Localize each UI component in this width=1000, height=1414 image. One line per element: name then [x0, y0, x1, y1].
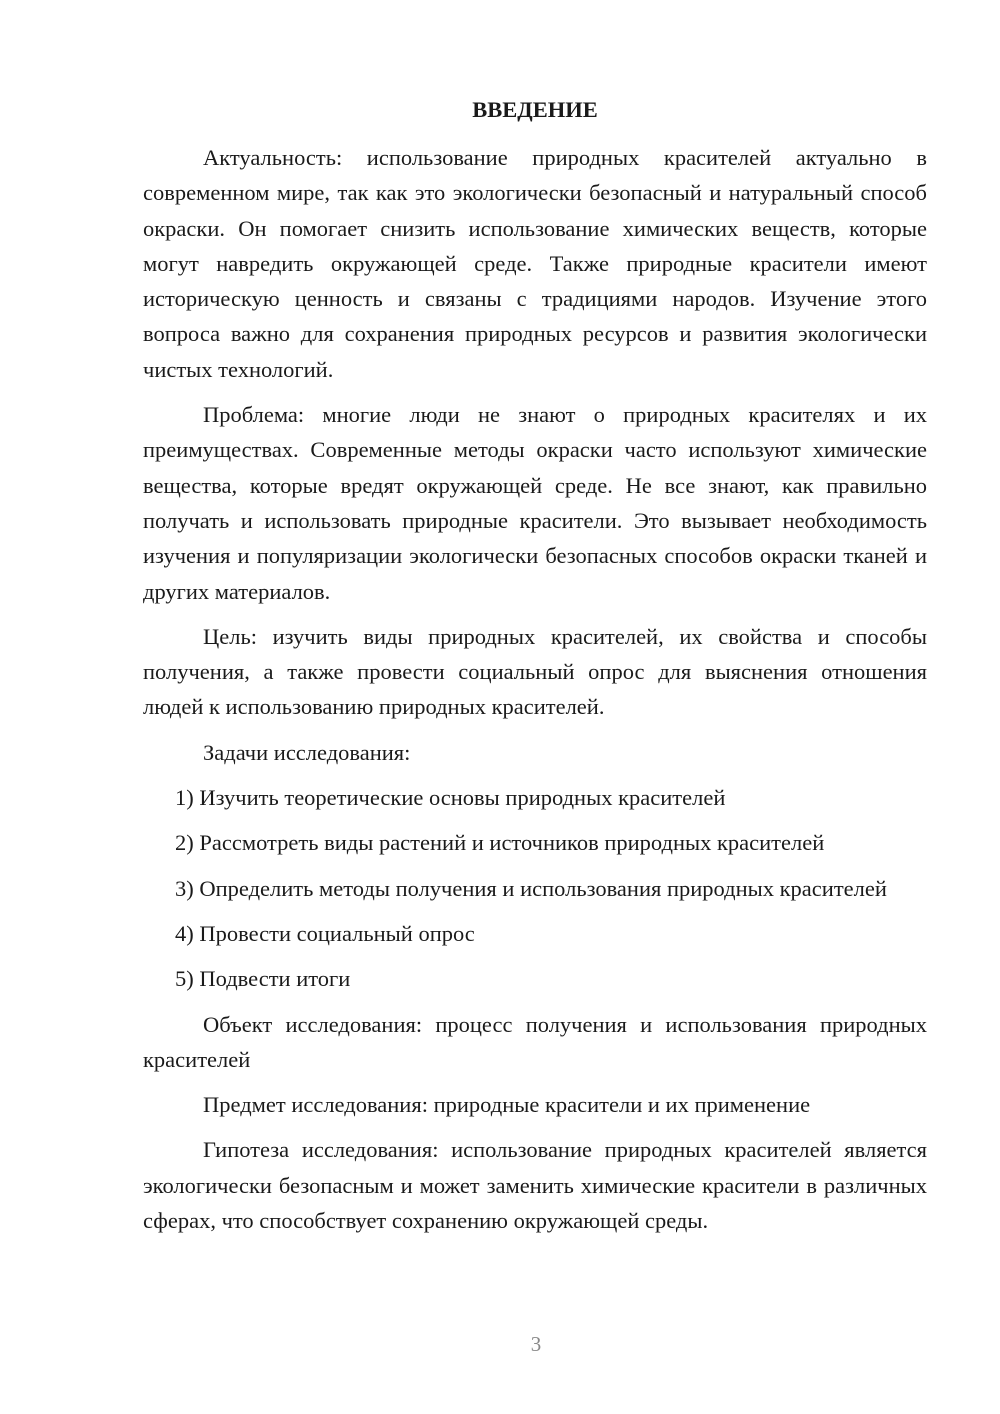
task-item-4: 4) Провести социальный опрос	[175, 920, 475, 946]
task-item-2: 2) Рассмотреть виды растений и источников природных красителей	[175, 830, 825, 856]
relevance-paragraph: Актуальность: использование природных красителей актуально в современном мире, так как это экологически безопасный и натуральный способ окраски. Он помогает снизить использование химических веществ, которые могут навредить окружающей среде. Также природные красители имеют историческую ценность и связаны с традициями народов. Изучение этого вопроса важно для сохранения природных ресурсов и развития экологически чистых технологий.	[143, 145, 927, 382]
problem-paragraph: Проблема: многие люди не знают о природных красителях и их преимуществах. Современные методы окраски часто используют химические вещества, которые вредят окружающей среде. Не все знают, как правильно получать и использовать природные красители. Это вызывает необходимость изучения и популяризации экологически безопасных способов окраски тканей и других материалов.	[143, 402, 927, 604]
hypothesis-paragraph: Гипотеза исследования: использование природных красителей является экологически безопасным и может заменить химические красители в различных сферах, что способствует сохранению окружающей среды.	[143, 1137, 927, 1234]
page-number: 3	[530, 1332, 542, 1356]
subject-paragraph: Предмет исследования: природные красители и их применение	[203, 1092, 811, 1118]
task-item-5: 5) Подвести итоги	[175, 966, 351, 992]
goal-paragraph: Цель: изучить виды природных красителей, их свойства и способы получения, а также провести социальный опрос для выяснения отношения людей к использованию природных красителей.	[143, 623, 927, 720]
task-item-3: 3) Определить методы получения и использования природных красителей	[175, 875, 887, 901]
document-page	[143, 90, 927, 1248]
tasks-heading: Задачи исследования:	[203, 739, 411, 765]
section-title: ВВЕДЕНИЕ	[472, 97, 598, 122]
object-paragraph: Объект исследования: процесс получения и использования природных красителей	[143, 1011, 927, 1072]
task-item-1: 1) Изучить теоретические основы природных красителей	[175, 785, 726, 811]
